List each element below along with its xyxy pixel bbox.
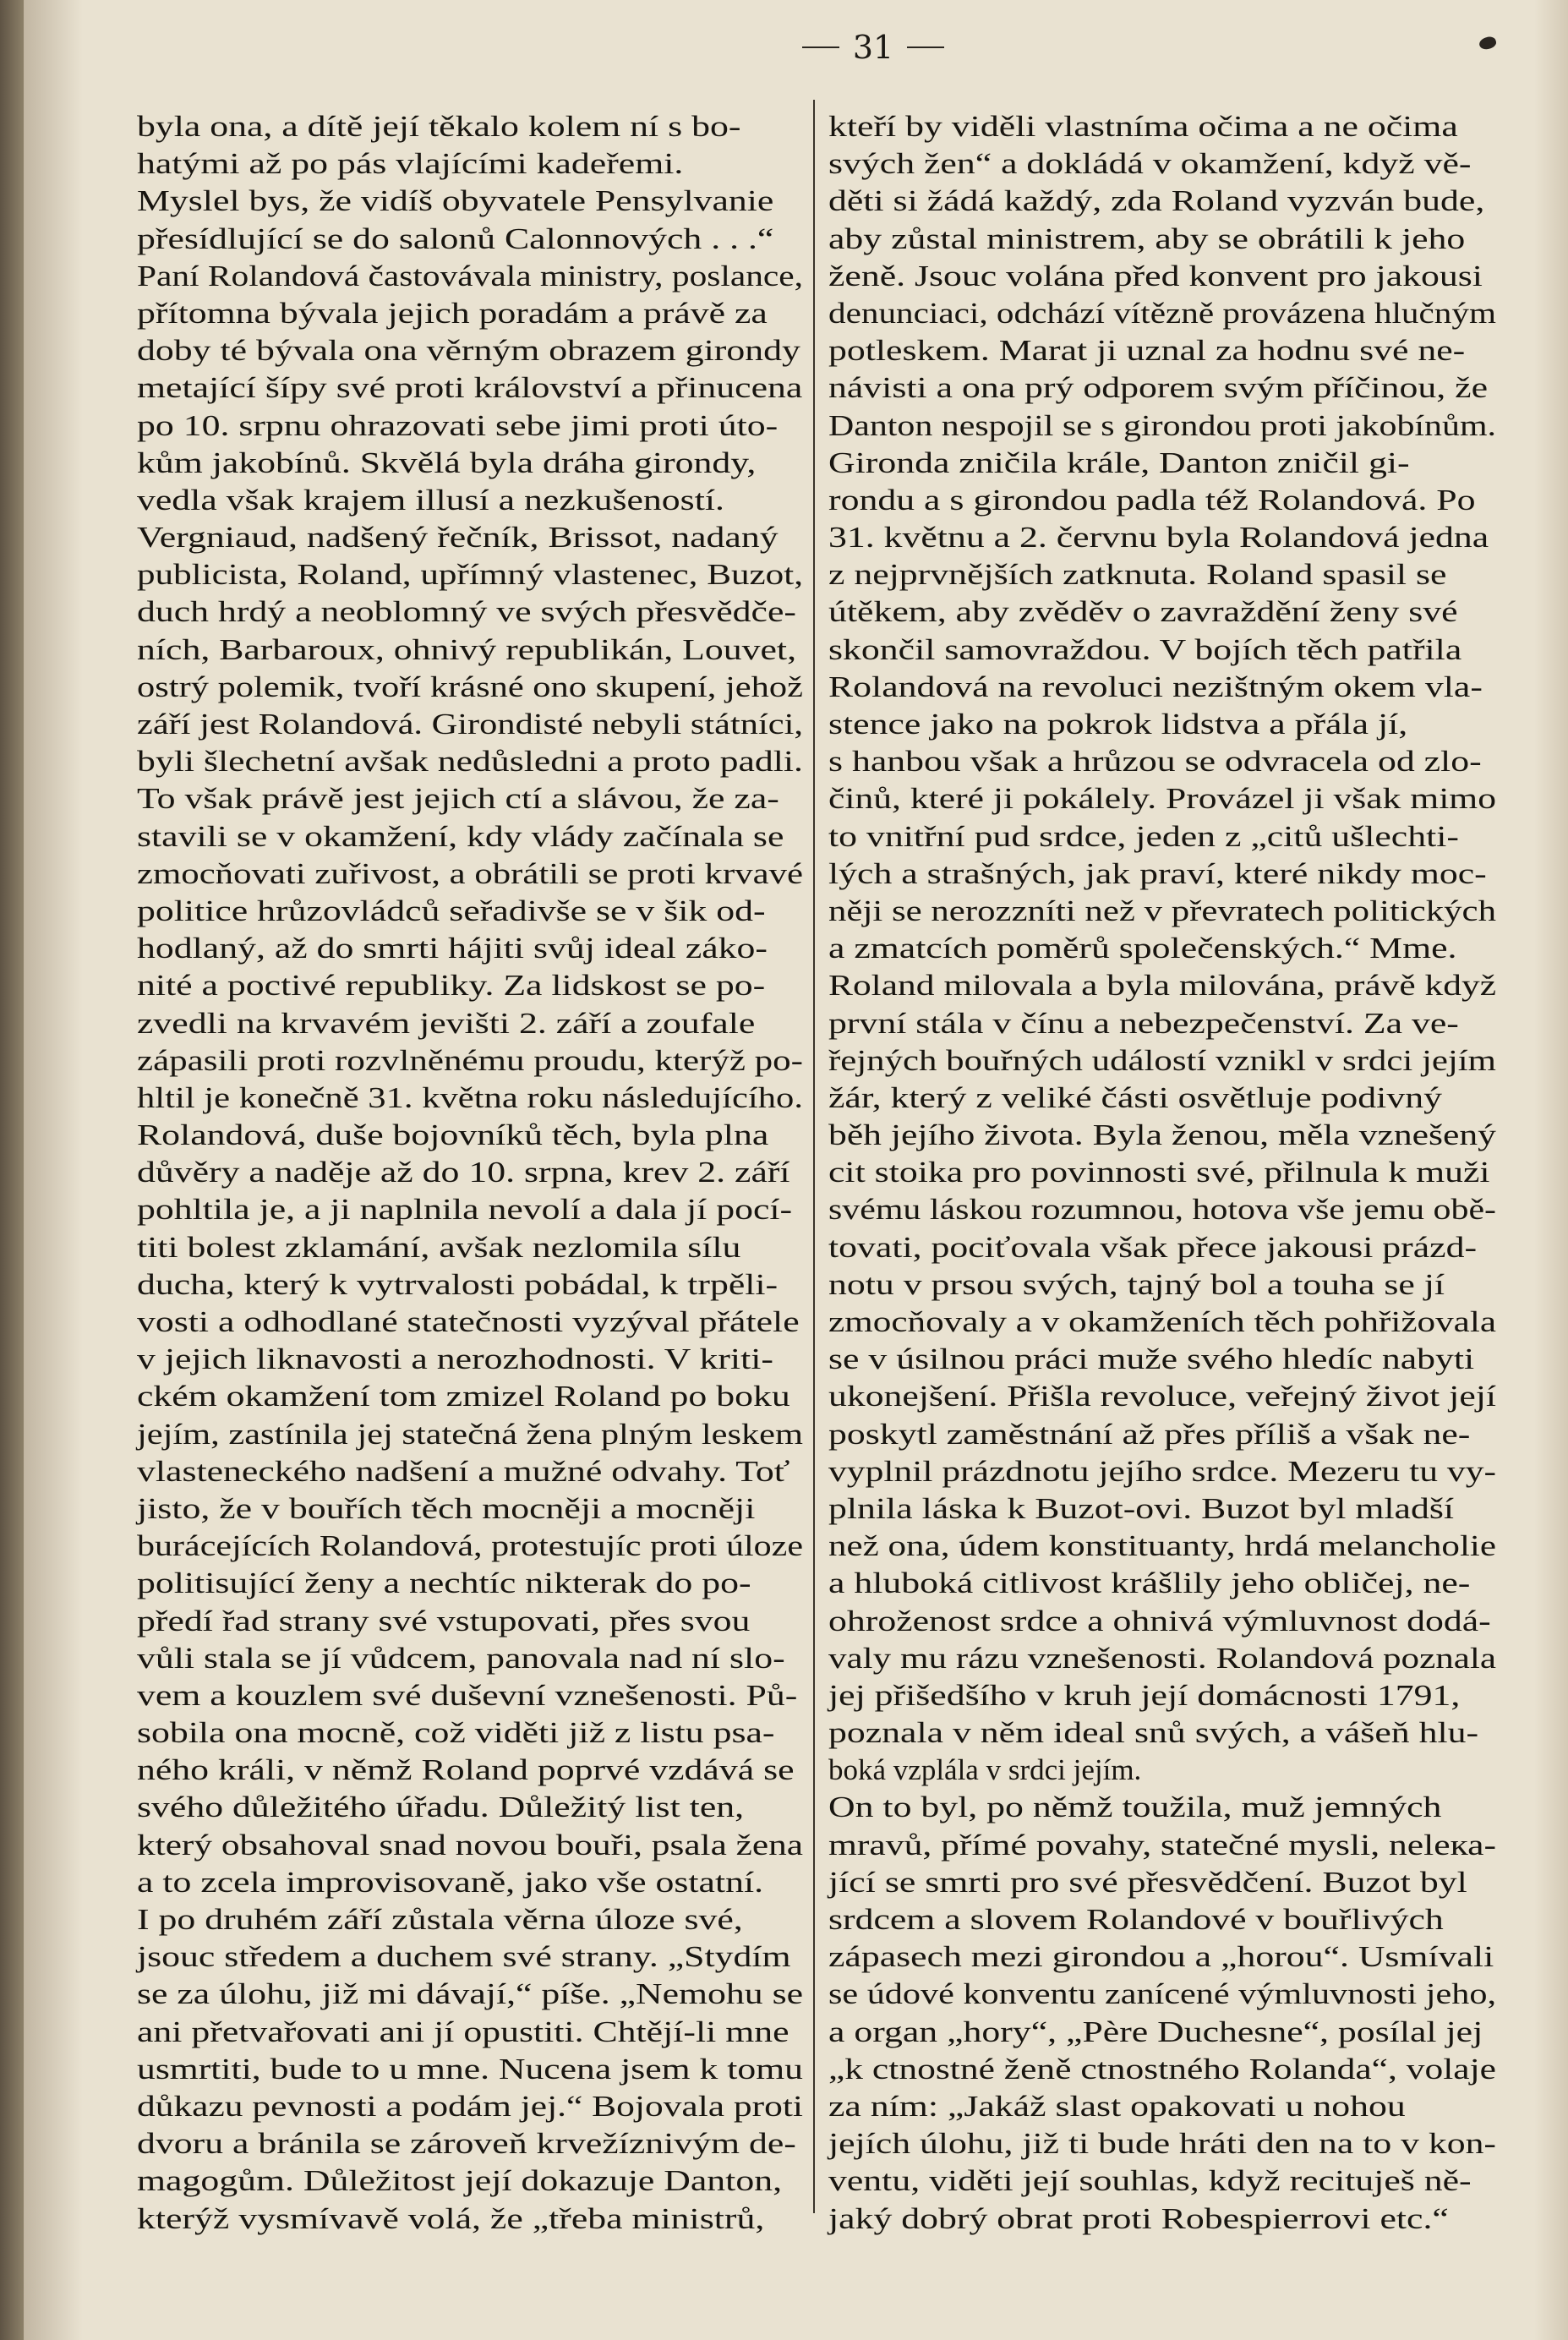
text-line: září jest Rolandová. Girondisté nebyli státníci, [137, 708, 803, 741]
text-line: nité a poctivé republiky. Za lidskost se po- [137, 969, 766, 1003]
text-line: to vnitřní pud srdce, jeden z „citů ušlechti- [828, 819, 1459, 853]
text-line: řejných bouřných událostí vznikl v srdci jejím [828, 1043, 1496, 1077]
text-line: a hluboká citlivost krášlily jeho obličej, ne- [828, 1566, 1471, 1600]
text-line: notu v prsou svých, tajný bol a touha se jí [828, 1267, 1445, 1301]
text-line: důkazu pevnosti a podám jej.“ Bojovala proti [137, 2089, 803, 2123]
text-line: než ona, údem konstituanty, hrdá melancholie [828, 1529, 1496, 1563]
text-line: lých a strašných, jak praví, které nikdy moc- [828, 856, 1487, 890]
text-line: svému láskou rozumnou, hotova vše jemu obě- [828, 1193, 1496, 1227]
text-line: žár, který z veliké části osvětluje podivný [828, 1080, 1442, 1114]
text-line: důvěry a naděje až do 10. srpna, krev 2. září [137, 1156, 790, 1189]
text-line: činů, které ji pokálely. Provázel ji však mimo [828, 782, 1496, 816]
text-line: doby té bývala ona věrným obrazem girondy [137, 334, 800, 368]
text-line: Danton nespojil se s girondou proti jakobínům. [828, 408, 1496, 442]
text-line: předí řad strany své vstupovati, přes svou [137, 1604, 751, 1637]
text-line: hatými až po pás vlajícími kadeřemi. [137, 147, 684, 181]
text-line: Vergniaud, nadšený řečník, Brissot, nadaný [137, 521, 779, 555]
text-line: tovati, pociťovala však přece jakousi prázd- [828, 1230, 1478, 1264]
text-line: I po druhém září zůstala věrna úloze své, [137, 1903, 743, 1936]
text-line: se údové konventu zanícené výmluvnosti jeho, [828, 1977, 1496, 2011]
text-line: zmocňovati zuřivost, a obrátili se proti krvavé [137, 856, 803, 890]
text-line: poskytl zaměstnání až přes příliš a však ne- [828, 1417, 1471, 1451]
text-line: zápasech mezi girondou a „horou“. Usmívali [828, 1940, 1494, 1974]
text-line: se za úlohu, již mi dávají,“ píše. „Nemohu se [137, 1977, 803, 2011]
text-line: potleskem. Marat ji uznal za hodnu své ne- [828, 334, 1466, 368]
text-line: kům jakobínů. Skvělá byla dráha girondy, [137, 446, 757, 479]
text-line: vedla však krajem illusí a nezkušeností. [137, 483, 724, 517]
text-line: ostrý polemik, tvoří krásné ono skupení, jehož [137, 670, 803, 703]
header-dash-right [907, 46, 944, 48]
text-line: cit stoika pro povinnosti své, přilnula k muži [828, 1156, 1490, 1189]
text-line: útěkem, aby zvěděv o zavraždění ženy své [828, 595, 1458, 629]
text-line: který obsahoval snad novou bouři, psala žena [137, 1828, 803, 1862]
text-line: a zmatcích poměrů společenských.“ Mme. [828, 932, 1457, 965]
text-line: titi bolest zklamání, avšak nezlomila sílu [137, 1230, 741, 1264]
text-line: On to byl, po němž toužila, muž jemných [828, 1791, 1442, 1824]
text-line: skončil samovraždou. V bojích těch patřila [828, 632, 1462, 666]
text-line: zvedli na krvavém jevišti 2. září a zoufale [137, 1006, 756, 1040]
text-line: přesídlující se do salonů Calonnových . . .“ [137, 221, 774, 255]
text-line: vem a kouzlem své duševní vznešenosti. Pů- [137, 1678, 798, 1712]
text-line: ohroženost srdce a ohnivá výmluvnost dodá- [828, 1604, 1491, 1637]
text-line: politice hrůzovládců seřadivše se v šik od- [137, 894, 766, 927]
text-line: ukonejšení. Přišla revoluce, veřejný život její [828, 1380, 1496, 1413]
text-line: usmrtiti, bude to u mne. Nucena jsem k tomu [137, 2052, 804, 2086]
column-divider [813, 100, 815, 2213]
header-dash-left [802, 46, 839, 48]
text-line: byli šlechetní avšak nedůsledni a proto padli. [137, 745, 803, 779]
text-line: stavili se v okamžení, kdy vlády začínala se [137, 819, 784, 853]
text-line: politisující ženy a nechtíc nikterak do po- [137, 1566, 751, 1600]
text-line: s hanbou však a hrůzou se odvracela od zlo- [828, 745, 1482, 779]
text-line: ného králi, v němž Roland poprvé vzdává se [137, 1753, 795, 1787]
text-line: byla ona, a dítě její těkalo kolem ní s bo- [137, 110, 741, 143]
text-line: 31. květnu a 2. červnu byla Rolandová jedna [828, 521, 1489, 555]
text-line: vlasteneckého nadšení a mužné odvahy. Toť [137, 1454, 790, 1488]
text-line: valy mu rázu vznešenosti. Rolandová poznala [828, 1641, 1496, 1675]
ink-blot-mark [1478, 35, 1497, 51]
text-line: jící se smrti pro své přesvědčení. Buzot byl [828, 1865, 1467, 1899]
text-line: kteří by viděli vlastníma očima a ne očima [828, 110, 1458, 143]
text-line: burácejících Rolandová, protestujíc proti úloze [137, 1529, 803, 1563]
text-line: boká vzplála v srdci jejím. [828, 1753, 1142, 1787]
page-header [768, 24, 979, 71]
text-line: zápasili proti rozvlněnému proudu, kterýž po- [137, 1043, 803, 1077]
text-line: ckém okamžení tom zmizel Roland po boku [137, 1380, 790, 1413]
text-line: jsouc středem a duchem své strany. „Stydím [137, 1940, 791, 1974]
text-line: vůli stala se jí vůdcem, panovala nad ní slo- [137, 1641, 785, 1675]
text-line: něji se nerozzníti než v převratech politických [828, 894, 1496, 927]
text-line: běh jejího života. Byla ženou, měla vznešený [828, 1118, 1496, 1152]
text-line: hltil je konečně 31. května roku následujícího. [137, 1080, 803, 1114]
book-spine-shadow [0, 0, 24, 2340]
text-line: publicista, Roland, upřímný vlastenec, Buzot, [137, 558, 803, 592]
text-line: denunciaci, odchází vítězně provázena hlučným [828, 296, 1496, 330]
text-line: „k ctnostné ženě ctnostného Rolanda“, volaje [828, 2052, 1496, 2086]
text-line: svého důležitého úřadu. Důležitý list ten, [137, 1791, 745, 1824]
text-line: první stála v čínu a nebezpečenství. Za ve- [828, 1006, 1459, 1040]
text-line: pohltila je, a ji naplnila nevolí a dala jí pocí- [137, 1193, 793, 1227]
text-line: ducha, který k vytrvalosti pobádal, k trpěli- [137, 1267, 779, 1301]
text-line: a to zcela improvisovaně, jako vše ostatní. [137, 1865, 764, 1899]
text-line: sobila ona mocně, což viděti již z listu psa- [137, 1716, 775, 1750]
text-line: dvoru a bránila se zároveň krvežíznivým de- [137, 2127, 796, 2161]
text-line: vyplnil prázdnotu jejího srdce. Mezeru tu vy- [828, 1454, 1496, 1488]
right-text-column [828, 108, 1496, 2238]
text-line: jisto, že v bouřích těch mocněji a mocněji [137, 1491, 756, 1525]
text-line: svých žen“ a dokládá v okamžení, když vě- [828, 147, 1472, 181]
page-number: 31 [852, 29, 894, 66]
text-line: po 10. srpnu ohrazovati sebe jimi proti úto- [137, 408, 779, 442]
text-line: hodlaný, až do smrti hájiti svůj ideal záko- [137, 932, 768, 965]
text-line: z nejprvnějších zatknuta. Roland spasil se [828, 558, 1447, 592]
text-line: ventu, viděti její souhlas, když recituješ ně- [828, 2164, 1472, 2198]
text-line: kterýž vysmívavě volá, že „třeba ministrů, [137, 2201, 765, 2235]
text-line: jaký dobrý obrat proti Robespierrovi etc.“ [828, 2201, 1449, 2235]
text-line: děti si žádá každý, zda Roland vyzván bude, [828, 184, 1485, 218]
text-line: Myslel bys, že vidíš obyvatele Pensylvanie [137, 184, 774, 218]
text-line: zmocňovaly a v okamženích těch pohřižovala [828, 1305, 1496, 1338]
text-line: v jejich liknavosti a nerozhodnosti. V kriti- [137, 1342, 773, 1376]
text-line: za ním: „Jakáž slast opakovati u nohou [828, 2089, 1406, 2123]
text-line: To však právě jest jejich ctí a slávou, že za- [137, 782, 779, 816]
text-line: Rolandová, duše bojovníků těch, byla plna [137, 1118, 769, 1152]
text-line: rondu a s girondou padla též Rolandová. Po [828, 483, 1476, 517]
text-line: Rolandová na revoluci nezištným okem vla- [828, 670, 1483, 703]
text-line: poznala v něm ideal snů svých, a vášeň hlu- [828, 1716, 1479, 1750]
text-line: jejím, zastínila jej statečná žena plným leskem [137, 1417, 803, 1451]
text-line: stence jako na pokrok lidstva a přála jí, [828, 708, 1408, 741]
text-line: se v úsilnou práci muže svého hledíc nabyti [828, 1342, 1475, 1376]
text-line: jejích úlohu, již ti bude hráti den na to v kon- [828, 2127, 1496, 2161]
text-line: ních, Barbaroux, ohnivý republikán, Louvet, [137, 632, 797, 666]
text-line: srdcem a slovem Rolandové v bouřlivých [828, 1903, 1444, 1936]
text-line: vosti a odhodlané statečnosti vyzýval přátele [137, 1305, 800, 1338]
left-text-column [137, 108, 804, 2238]
text-line: Roland milovala a byla milována, právě když [828, 969, 1496, 1003]
text-line: ani přetvařovati ani jí opustiti. Chtějí-li mne [137, 2015, 789, 2048]
text-line: plnila láska k Buzot-ovi. Buzot byl mladší [828, 1491, 1455, 1525]
text-line: metající šípy své proti království a přinucena [137, 371, 803, 405]
text-line: Paní Rolandová častovávala ministry, poslance, [137, 259, 803, 292]
text-line: a organ „hory“, „Père Duchesne“, posílal jej [828, 2015, 1483, 2048]
text-line: duch hrdý a neoblomný ve svých přesvědče- [137, 595, 796, 629]
text-line: přítomna bývala jejich poradám a právě za [137, 296, 768, 330]
text-line: jej přišedšího v kruh její domácnosti 1791, [828, 1678, 1461, 1712]
text-line: mravů, přímé povahy, statečné mysli, nelека- [828, 1828, 1496, 1862]
text-line: aby zůstal ministrem, aby se obrátili k jeho [828, 221, 1466, 255]
text-line: návisti a ona prý odporem svým příčinou, že [828, 371, 1489, 405]
text-line: ženě. Jsouc volána před konvent pro jakousi [828, 259, 1483, 292]
text-line: magogům. Důležitost její dokazuje Danton, [137, 2164, 783, 2198]
text-line: Gironda zničila krále, Danton zničil gi- [828, 446, 1410, 479]
